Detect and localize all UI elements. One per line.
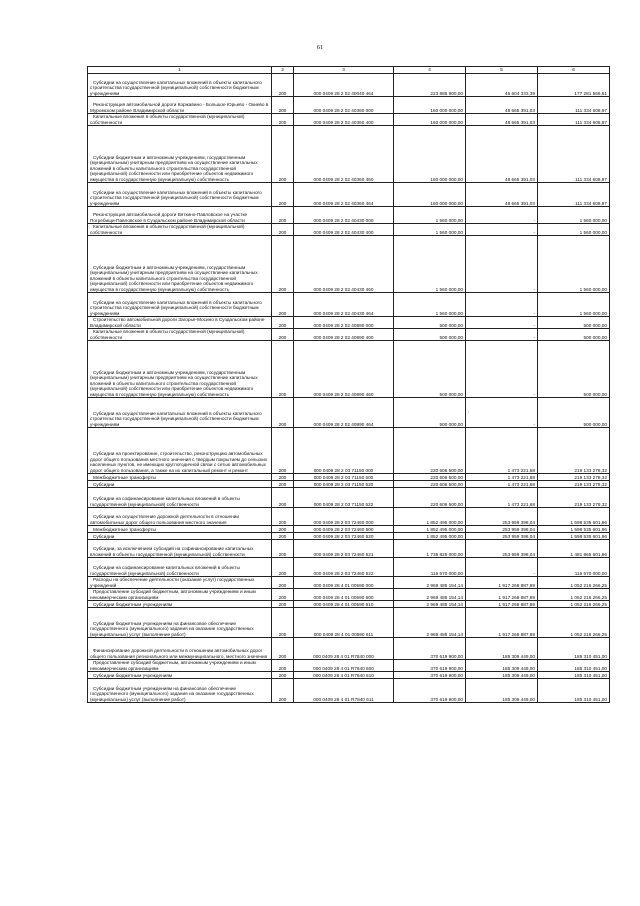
unexecuted-amount: 111 334 608,97: [538, 183, 610, 207]
budget-classification-code: 000 0409 28 2 03 72460 521: [294, 540, 394, 558]
budget-classification-code: 000 0409 28 4 01 00590 610: [294, 601, 394, 608]
row-name: Реконструкция автомобильной дороги Вяткино-Павловское на участке Погребищи-Павловское в Суздальском районе Владимирской области: [88, 207, 272, 224]
budget-classification-code: 000 0409 28 4 01 00590 600: [294, 589, 394, 601]
budget-classification-code: 000 0409 28 2 03 72460 500: [294, 526, 394, 533]
budget-classification-code: 000 0409 28 2 02 40040 464: [294, 74, 394, 97]
executed-amount: 1 917 268 887,89: [466, 577, 538, 589]
executed-amount: 1 473 221,68: [466, 428, 538, 474]
row-code: 200: [272, 114, 294, 126]
header-col-6: 6: [538, 67, 610, 74]
row-name: Капитальные вложения в объекты государственной (муниципальной) собственности: [88, 329, 272, 341]
table-body: [88, 74, 610, 703]
header-col-2: 2: [272, 67, 294, 74]
unexecuted-amount: 1 481 865 601,96: [538, 540, 610, 558]
approved-amount: 500 000,00: [394, 329, 466, 341]
unexecuted-amount: 1 560 000,00: [538, 236, 610, 293]
row-name: Капитальные вложения в объекты государственной (муниципальной) собственности: [88, 224, 272, 236]
row-name: Субсидии на осуществление дорожной деятельности в отношении автомобильных дорог общего пользования местного значения: [88, 508, 272, 526]
row-code: 200: [272, 672, 294, 679]
row-code: 200: [272, 533, 294, 540]
budget-classification-code: 000 0409 28 2 03 72460 522: [294, 558, 394, 577]
budget-classification-code: 000 0409 28 2 02 40360 000: [294, 97, 394, 114]
table-row: [88, 638, 610, 660]
row-code: 200: [272, 97, 294, 114]
executed-amount: 185 309 449,00: [466, 660, 538, 672]
approved-amount: 500 000,00: [394, 341, 466, 398]
approved-amount: 500 000,00: [394, 398, 466, 428]
budget-execution-table: [87, 66, 610, 703]
table-row: [88, 97, 610, 114]
row-code: 200: [272, 341, 294, 398]
row-code: 200: [272, 589, 294, 601]
row-name: Субсидии на осуществление капитальных вложений в объекты капитального строительства государственной (муниципальной) собственности бюджетным учреждениям: [88, 293, 272, 317]
table-row: [88, 540, 610, 558]
row-code: 200: [272, 317, 294, 329]
unexecuted-amount: 1 598 535 601,96: [538, 526, 610, 533]
budget-classification-code: 000 0409 28 2 02 40430 400: [294, 224, 394, 236]
executed-amount: 253 959 398,04: [466, 508, 538, 526]
budget-classification-code: 000 0409 28 2 02 40360 400: [294, 114, 394, 126]
budget-classification-code: 000 0409 28 4 01 00590 000: [294, 577, 394, 589]
row-name: Капитальные вложения в объекты государственной (муниципальной) собственности: [88, 114, 272, 126]
table-row: [88, 74, 610, 97]
executed-amount: 253 959 398,04: [466, 540, 538, 558]
row-name: Субсидии бюджетным и автономным учреждениям, государственным (муниципальным) унитарным предприятиям на осуществление капитальных вложений в объекты капитального строительства государственной (муниципальной) собственности или приобретение объектов недвижимого имущества в государственную (муниципальную) собственность: [88, 126, 272, 183]
row-code: 200: [272, 540, 294, 558]
budget-classification-code: 000 0409 28 2 02 40890 460: [294, 341, 394, 398]
unexecuted-amount: 1 598 535 601,96: [538, 508, 610, 526]
budget-classification-code: 000 0409 28 2 03 71150 000: [294, 428, 394, 474]
approved-amount: 160 000 000,00: [394, 97, 466, 114]
approved-amount: 220 606 500,00: [394, 474, 466, 481]
approved-amount: 1 852 495 000,00: [394, 508, 466, 526]
table-row: [88, 526, 610, 533]
budget-classification-code: 000 0409 28 2 02 40430 464: [294, 293, 394, 317]
executed-amount: 1 473 221,68: [466, 474, 538, 481]
approved-amount: 1 560 000,00: [394, 236, 466, 293]
executed-amount: 253 959 398,04: [466, 533, 538, 540]
row-code: 200: [272, 398, 294, 428]
executed-amount: 185 309 449,00: [466, 638, 538, 660]
row-code: 200: [272, 329, 294, 341]
row-name: Субсидии бюджетным учреждениям на финансовое обеспечение государственного (муниципального) задания на оказание государственных (муниципальных) услуг (выполнение работ): [88, 679, 272, 703]
table-row: [88, 577, 610, 589]
row-code: 200: [272, 577, 294, 589]
unexecuted-amount: 185 310 451,00: [538, 638, 610, 660]
unexecuted-amount: 185 310 451,00: [538, 672, 610, 679]
approved-amount: 220 606 500,00: [394, 428, 466, 474]
executed-amount: 1 917 268 887,89: [466, 608, 538, 638]
header-col-4: 4: [394, 67, 466, 74]
approved-amount: 1 560 000,00: [394, 293, 466, 317]
row-name: Межбюджетные трансферты: [88, 526, 272, 533]
executed-amount: 1 917 268 887,89: [466, 589, 538, 601]
unexecuted-amount: 116 670 000,00: [538, 558, 610, 577]
budget-classification-code: 000 0409 28 2 03 72460 000: [294, 508, 394, 526]
approved-amount: 1 852 495 000,00: [394, 526, 466, 533]
table-row: [88, 474, 610, 481]
approved-amount: 2 969 485 154,14: [394, 601, 466, 608]
budget-classification-code: 000 0409 28 2 02 40360 460: [294, 126, 394, 183]
row-code: 200: [272, 481, 294, 488]
row-name: Субсидии бюджетным учреждениям на финансовое обеспечение государственного (муниципального) задания на оказание государственных (муниципальных) услуг (выполнение работ): [88, 608, 272, 638]
row-code: 200: [272, 474, 294, 481]
approved-amount: 2 969 485 154,14: [394, 589, 466, 601]
row-name: Субсидии на софинансирование капитальных вложений в объекты государственной (муниципальной) собственности: [88, 558, 272, 577]
header-col-3: 3: [294, 67, 394, 74]
approved-amount: 370 619 900,00: [394, 679, 466, 703]
approved-amount: 220 606 500,00: [394, 481, 466, 488]
executed-amount: -: [466, 398, 538, 428]
unexecuted-amount: 1 052 216 266,25: [538, 577, 610, 589]
table-row: [88, 481, 610, 488]
budget-classification-code: 000 0409 28 2 03 71150 522: [294, 488, 394, 508]
row-name: Строительство автомобильной дороги Загорье-Мосино в Суздальском районе Владимирской области: [88, 317, 272, 329]
row-code: 200: [272, 126, 294, 183]
page-number: 61: [316, 44, 324, 51]
approved-amount: 2 969 485 154,14: [394, 608, 466, 638]
row-name: Субсидии на осуществление капитальных вложений в объекты капитального строительства государственной (муниципальной) собственности бюджетным учреждениям: [88, 183, 272, 207]
table-row: [88, 183, 610, 207]
executed-amount: -: [466, 558, 538, 577]
approved-amount: 370 619 900,00: [394, 660, 466, 672]
budget-classification-code: 000 0409 28 2 02 40890 000: [294, 317, 394, 329]
row-code: 200: [272, 660, 294, 672]
unexecuted-amount: 219 133 278,32: [538, 474, 610, 481]
table-row: [88, 601, 610, 608]
approved-amount: 370 619 900,00: [394, 638, 466, 660]
executed-amount: -: [466, 293, 538, 317]
row-code: 200: [272, 608, 294, 638]
approved-amount: 1 560 000,00: [394, 224, 466, 236]
budget-classification-code: 000 0409 28 2 02 40360 464: [294, 183, 394, 207]
table-row: [88, 558, 610, 577]
table-row: [88, 428, 610, 474]
unexecuted-amount: 219 133 278,32: [538, 488, 610, 508]
approved-amount: 1 852 495 000,00: [394, 533, 466, 540]
table-row: [88, 589, 610, 601]
row-code: 200: [272, 508, 294, 526]
unexecuted-amount: 111 334 608,97: [538, 126, 610, 183]
row-code: 200: [272, 679, 294, 703]
unexecuted-amount: 500 000,00: [538, 329, 610, 341]
unexecuted-amount: 219 133 278,32: [538, 428, 610, 474]
row-name: Субсидии: [88, 533, 272, 540]
budget-classification-code: 000 0409 28 2 02 40890 400: [294, 329, 394, 341]
table-row: [88, 114, 610, 126]
row-code: 200: [272, 207, 294, 224]
row-name: Предоставление субсидий бюджетным, автономным учреждениям и иным некоммерческим организациям: [88, 589, 272, 601]
executed-amount: -: [466, 224, 538, 236]
row-name: Субсидии бюджетным учреждениям: [88, 672, 272, 679]
row-code: 200: [272, 74, 294, 97]
approved-amount: 223 885 900,00: [394, 74, 466, 97]
executed-amount: 46 604 333,39: [466, 74, 538, 97]
unexecuted-amount: 1 560 000,00: [538, 224, 610, 236]
unexecuted-amount: 111 334 608,97: [538, 114, 610, 126]
row-name: Субсидии бюджетным учреждениям: [88, 601, 272, 608]
row-name: Межбюджетные трансферты: [88, 474, 272, 481]
executed-amount: -: [466, 341, 538, 398]
table-row: [88, 660, 610, 672]
table-header: [88, 67, 610, 74]
budget-classification-code: 000 0409 28 2 03 72460 520: [294, 533, 394, 540]
executed-amount: 1 473 221,68: [466, 481, 538, 488]
row-name: Субсидии на проектирование, строительство, реконструкцию автомобильных дорог общего пользования местного значения с твердым покрытием до сельских населенных пунктов, не имеющих круглогодичной связи с сетью автомобильных дорог общего пользования, а также на их капитальный ремонт и ремонт: [88, 428, 272, 474]
row-code: 200: [272, 236, 294, 293]
budget-classification-code: 000 0409 28 2 02 40430 000: [294, 207, 394, 224]
approved-amount: 2 969 485 154,14: [394, 577, 466, 589]
executed-amount: 253 959 398,04: [466, 526, 538, 533]
budget-classification-code: 000 0409 28 2 03 71150 520: [294, 481, 394, 488]
executed-amount: -: [466, 207, 538, 224]
unexecuted-amount: 1 560 000,00: [538, 293, 610, 317]
budget-classification-code: 000 0409 28 4 01 00590 611: [294, 608, 394, 638]
table-row: [88, 317, 610, 329]
row-name: Субсидии бюджетным и автономным учреждениям, государственным (муниципальным) унитарным предприятиям на осуществление капитальных вложений в объекты капитального строительства государственной (муниципальной) собственности или приобретение объектов недвижимого имущества в государственную (муниципальную) собственность: [88, 236, 272, 293]
budget-classification-code: 000 0409 28 2 02 40890 464: [294, 398, 394, 428]
executed-amount: -: [466, 317, 538, 329]
approved-amount: 160 000 000,00: [394, 126, 466, 183]
row-code: 200: [272, 526, 294, 533]
row-code: 200: [272, 183, 294, 207]
header-row: [88, 67, 610, 74]
stray-mark: ,: [468, 408, 470, 414]
budget-classification-code: 000 0409 28 4 01 R7840 000: [294, 638, 394, 660]
table-row: [88, 329, 610, 341]
table-row: [88, 236, 610, 293]
row-code: 200: [272, 224, 294, 236]
unexecuted-amount: 1 052 216 266,25: [538, 608, 610, 638]
row-name: Субсидии бюджетным и автономным учреждениям, государственным (муниципальным) унитарным предприятиям на осуществление капитальных вложений в объекты капитального строительства государственной (муниципальной) собственности или приобретение объектов недвижимого имущества в государственную (муниципальную) собственность: [88, 341, 272, 398]
row-code: 200: [272, 428, 294, 474]
executed-amount: 48 665 391,03: [466, 126, 538, 183]
table-row: [88, 224, 610, 236]
table-row: [88, 207, 610, 224]
executed-amount: 48 665 391,03: [466, 114, 538, 126]
unexecuted-amount: 1 598 535 601,96: [538, 533, 610, 540]
budget-classification-code: 000 0409 28 4 01 R7840 610: [294, 672, 394, 679]
unexecuted-amount: 500 000,00: [538, 341, 610, 398]
table-row: [88, 679, 610, 703]
budget-classification-code: 000 0409 28 4 01 R7840 600: [294, 660, 394, 672]
executed-amount: 48 665 391,03: [466, 97, 538, 114]
unexecuted-amount: 500 000,00: [538, 398, 610, 428]
row-code: 200: [272, 488, 294, 508]
unexecuted-amount: 1 560 000,00: [538, 207, 610, 224]
unexecuted-amount: 111 334 608,97: [538, 97, 610, 114]
approved-amount: 160 000 000,00: [394, 114, 466, 126]
approved-amount: 1 735 825 000,00: [394, 540, 466, 558]
unexecuted-amount: 1 052 216 266,25: [538, 601, 610, 608]
row-name: Субсидии: [88, 481, 272, 488]
budget-classification-code: 000 0409 28 4 01 R7840 611: [294, 679, 394, 703]
budget-classification-code: 000 0409 28 2 03 71150 500: [294, 474, 394, 481]
approved-amount: 370 619 900,00: [394, 672, 466, 679]
row-name: Субсидии, за исключением субсидий на софинансирование капитальных вложений в объекты государственной (муниципальной) собственности: [88, 540, 272, 558]
row-name: Субсидии на осуществление капитальных вложений в объекты капитального строительства государственной (муниципальной) собственности бюджетным учреждениям: [88, 74, 272, 97]
unexecuted-amount: 185 310 451,00: [538, 679, 610, 703]
table-row: [88, 672, 610, 679]
row-name: Реконструкция автомобильной дороги Коржавино - Большое Юрьево - Окиево в Муромском районе Владимирской области: [88, 97, 272, 114]
row-name: Субсидии на осуществление капитальных вложений в объекты капитального строительства государственной (муниципальной) собственности бюджетным учреждениям: [88, 398, 272, 428]
table-row: [88, 398, 610, 428]
table-row: [88, 608, 610, 638]
approved-amount: 220 606 500,00: [394, 488, 466, 508]
executed-amount: 1 917 268 887,89: [466, 601, 538, 608]
header-col-1: 1: [88, 67, 272, 74]
row-name: Финансирование дорожной деятельности в отношении автомобильных дорог общего пользования регионального или межмуниципального, местного значения: [88, 638, 272, 660]
row-code: 200: [272, 558, 294, 577]
table-row: [88, 508, 610, 526]
table-row: [88, 293, 610, 317]
unexecuted-amount: 185 310 451,00: [538, 660, 610, 672]
table-row: [88, 126, 610, 183]
row-code: 200: [272, 601, 294, 608]
approved-amount: 160 000 000,00: [394, 183, 466, 207]
unexecuted-amount: 1 052 216 266,25: [538, 589, 610, 601]
table-row: [88, 488, 610, 508]
executed-amount: 185 309 449,00: [466, 672, 538, 679]
budget-classification-code: 000 0409 28 2 02 40430 460: [294, 236, 394, 293]
row-name: Субсидии на софинансирование капитальных вложений в объекты государственной (муниципальной) собственности: [88, 488, 272, 508]
executed-amount: 185 309 449,00: [466, 679, 538, 703]
unexecuted-amount: 219 133 278,32: [538, 481, 610, 488]
executed-amount: -: [466, 329, 538, 341]
approved-amount: 116 670 000,00: [394, 558, 466, 577]
approved-amount: 1 560 000,00: [394, 207, 466, 224]
table-row: [88, 341, 610, 398]
executed-amount: 1 473 221,68: [466, 488, 538, 508]
row-name: Расходы на обеспечение деятельности (оказание услуг) государственных учреждений: [88, 577, 272, 589]
executed-amount: -: [466, 236, 538, 293]
approved-amount: 500 000,00: [394, 317, 466, 329]
unexecuted-amount: 500 000,00: [538, 317, 610, 329]
table-row: [88, 533, 610, 540]
executed-amount: 48 665 391,03: [466, 183, 538, 207]
row-code: 200: [272, 638, 294, 660]
unexecuted-amount: 177 281 566,61: [538, 74, 610, 97]
row-code: 200: [272, 293, 294, 317]
header-col-5: 5: [466, 67, 538, 74]
row-name: Предоставление субсидий бюджетным, автономным учреждениям и иным некоммерческим организациям: [88, 660, 272, 672]
